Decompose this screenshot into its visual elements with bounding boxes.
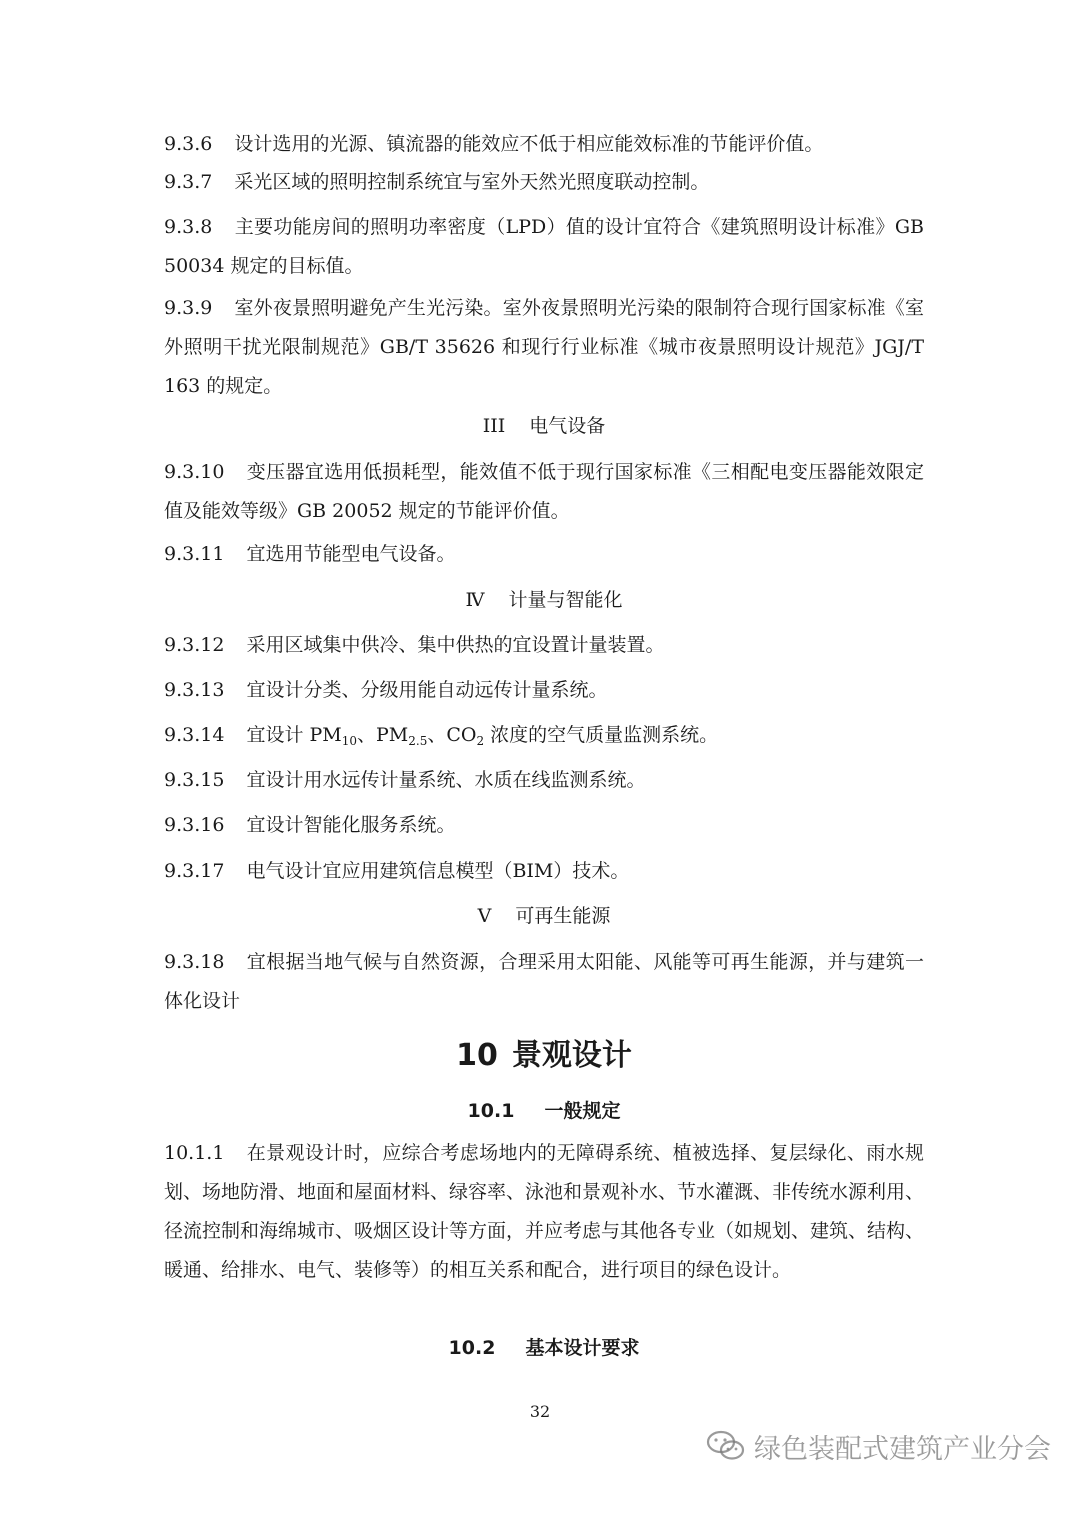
subscript: 2.5 [408, 734, 428, 748]
section-roman: Ⅳ [465, 589, 485, 611]
clause-text-part: 、CO [427, 724, 477, 746]
section-title: 计量与智能化 [508, 589, 623, 611]
clause-text: 电气设计宜应用建筑信息模型（BIM）技术。 [246, 860, 630, 882]
clause-number: 9.3.18 [164, 951, 225, 973]
section-heading-metering [164, 581, 924, 620]
clause-text-part: 宜设计 PM [246, 724, 342, 746]
heading-number: 10.2 [448, 1337, 496, 1359]
clause-10-1-1 [164, 1134, 924, 1290]
clause-number: 9.3.6 [164, 133, 213, 155]
clause-9-3-15 [164, 761, 924, 800]
clause-9-3-9 [164, 289, 924, 406]
clause-9-3-13 [164, 671, 924, 710]
clause-9-3-7 [164, 163, 924, 202]
clause-text-part: 、PM [357, 724, 409, 746]
clause-text: 宜设计用水远传计量系统、水质在线监测系统。 [246, 769, 646, 791]
clause-text: 变压器宜选用低损耗型，能效值不低于现行国家标准《三相配电变压器能效限定值及能效等级》GB 20052 规定的节能评价值。 [164, 461, 924, 522]
chapter-name: 景观设计 [511, 1038, 632, 1073]
wechat-icon [706, 1429, 746, 1463]
clause-number: 9.3.11 [164, 543, 225, 565]
heading-title: 一般规定 [544, 1100, 621, 1122]
clause-text: 设计选用的光源、镇流器的能效应不低于相应能效标准的节能评价值。 [234, 133, 824, 155]
clause-9-3-17 [164, 852, 924, 891]
clause-text: 室外夜景照明避免产生光污染。室外夜景照明光污染的限制符合现行国家标准《室外照明干扰光限制规范》GB/T 35626 和现行行业标准《城市夜景照明设计规范》JGJ/T 163 的规定。 [164, 297, 924, 397]
page-number: 32 [529, 1402, 551, 1421]
chapter-number: 10 [456, 1038, 498, 1073]
clause-text: 宜设计分类、分级用能自动远传计量系统。 [246, 679, 608, 701]
section-title: 电气设备 [529, 415, 606, 437]
clause-number: 10.1.1 [164, 1142, 225, 1164]
clause-number: 9.3.17 [164, 860, 225, 882]
clause-text-part: 浓度的空气质量监测系统。 [484, 724, 719, 746]
section-heading-renewable [164, 897, 924, 936]
clause-text: 采光区域的照明控制系统宜与室外天然光照度联动控制。 [234, 171, 710, 193]
clause-9-3-6 [164, 125, 924, 164]
clause-9-3-11 [164, 535, 924, 574]
clause-9-3-14 [164, 716, 924, 761]
clause-number: 9.3.12 [164, 634, 225, 656]
clause-9-3-18 [164, 943, 924, 1021]
clause-number: 9.3.13 [164, 679, 225, 701]
section-roman: V [477, 905, 492, 927]
clause-text: 主要功能房间的照明功率密度（LPD）值的设计宜符合《建筑照明设计标准》GB 50034 规定的目标值。 [164, 216, 924, 277]
heading-number: 10.1 [467, 1100, 515, 1122]
clause-text: 宜选用节能型电气设备。 [246, 543, 456, 565]
clause-text: 在景观设计时，应综合考虑场地内的无障碍系统、植被选择、复层绿化、雨水规划、场地防滑、地面和屋面材料、绿容率、泳池和景观补水、节水灌溉、非传统水源利用、径流控制和海绵城市、吸烟区设计等方面，并应考虑与其他各专业（如规划、建筑、结构、暖通、给排水、电气、装修等）的相互关系和配合，进行项目的绿色设计。 [164, 1142, 925, 1281]
subscript: 2 [476, 734, 485, 748]
clause-9-3-8 [164, 208, 924, 286]
heading-title: 基本设计要求 [525, 1337, 640, 1359]
subscript: 10 [341, 734, 357, 748]
clause-text: 采用区域集中供冷、集中供热的宜设置计量装置。 [246, 634, 665, 656]
section-heading-electrical [164, 407, 924, 446]
clause-text: 宜设计智能化服务系统。 [246, 814, 456, 836]
clause-9-3-16 [164, 806, 924, 845]
clause-number: 9.3.10 [164, 461, 225, 483]
section-title: 可再生能源 [515, 905, 611, 927]
watermark [706, 1424, 1066, 1468]
clause-number: 9.3.8 [164, 216, 213, 238]
clause-number: 9.3.9 [164, 297, 213, 319]
clause-number: 9.3.14 [164, 724, 225, 746]
clause-9-3-12 [164, 626, 924, 665]
heading-10-1 [164, 1096, 924, 1123]
chapter-title [164, 1030, 924, 1074]
clause-number: 9.3.16 [164, 814, 225, 836]
clause-9-3-10 [164, 453, 924, 531]
section-roman: III [482, 415, 506, 437]
heading-10-2 [164, 1333, 924, 1360]
clause-text: 宜根据当地气候与自然资源，合理采用太阳能、风能等可再生能源，并与建筑一体化设计 [164, 951, 924, 1012]
clause-number: 9.3.15 [164, 769, 225, 791]
watermark-text: 绿色装配式建筑产业分会 [754, 1433, 1051, 1465]
clause-number: 9.3.7 [164, 171, 213, 193]
